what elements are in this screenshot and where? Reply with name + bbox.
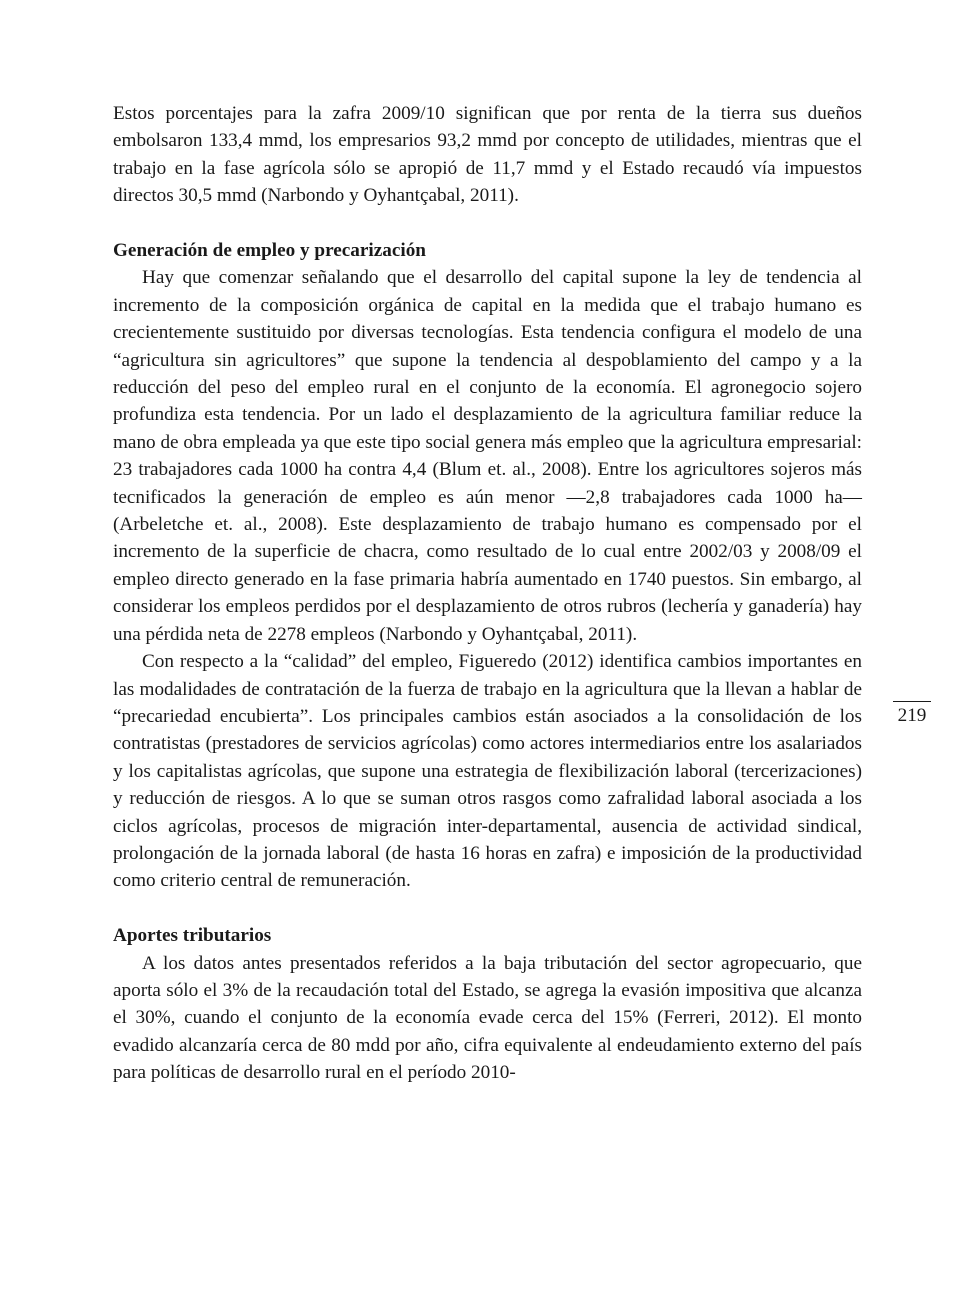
page-number-rule	[893, 701, 931, 702]
section-gap	[113, 210, 862, 237]
tributarios-paragraph-1: A los datos antes presentados referidos a la baja tributación del sector agropecuario, que aporta sólo el 3% de la recaudación total del Estado, se agrega la evasión impositiva que alcanza el 30%, cuando el conjunto de la economía evade cerca del 15% (Ferreri, 2012). El monto evadido alcanzaría cerca de 80 mdd por año, cifra equivalente al endeudamiento externo del país para políticas de desarrollo rural en el período 2010-	[113, 952, 862, 1084]
section-gap	[113, 895, 862, 922]
empleo-paragraph-2: Con respecto a la “calidad” del empleo, Figueredo (2012) identifica cambios importantes en las modalidades de contratación de la fuerza de trabajo en la agricultura que la llevan a hablar de “precariedad encubierta”. Los principales cambios están asociados a la consolidación de los contratistas (prestadores de servicios agrícolas) como actores intermediarios entre los asalariados y los capitalistas agrícolas, que supone una estrategia de flexibilización laboral (tercerizaciones) y reducción de riesgos. A lo que se suman otros rasgos como zafralidad laboral asociada a los ciclos agrícolas, procesos de migración inter-departamental, ausencia de actividad sindical, prolongación de la jornada laboral (de hasta 16 horas en zafra) e imposición de la productividad como criterio central de remuneración.	[113, 651, 862, 892]
section-heading-tributarios: Aportes tributarios	[113, 925, 272, 947]
page-number: 219	[897, 705, 927, 726]
intro-paragraph: Estos porcentajes para la zafra 2009/10 significan que por renta de la tierra sus dueños embolsaron 133,4 mmd, los empresarios 93,2 mmd por concepto de utilidades, mientras que el trabajo en la fase agrícola sólo se apropió de 11,7 mmd y el Estado recaudó vía impuestos directos 30,5 mmd (Narbondo y Oyhantçabal, 2011).	[113, 103, 862, 207]
section-heading-empleo: Generación de empleo y precarización	[113, 240, 426, 262]
page-number-block	[893, 701, 931, 727]
page-body	[113, 100, 862, 1087]
empleo-paragraph-1: Hay que comenzar señalando que el desarrollo del capital supone la ley de tendencia al incremento de la composición orgánica de capital en la medida que el trabajo humano es crecientemente sustituido por diversas tecnologías. Esta tendencia configura el modelo de una “agricultura sin agricultores” que supone la tendencia al despoblamiento del campo y a la reducción del peso del empleo rural en el conjunto de la economía. El agronegocio sojero profundiza esta tendencia. Por un lado el desplazamiento de la agricultura familiar reduce la mano de obra empleada ya que este tipo social genera más empleo que la agricultura empresarial: 23 trabajadores cada 1000 ha contra 4,4 (Blum et. al., 2008). Entre los agricultores sojeros más tecnificados la generación de empleo es aún menor —2,8 trabajadores cada 1000 ha— (Arbeletche et. al., 2008). Este desplazamiento de trabajo humano es compensado por el incremento de la superficie de chacra, como resultado de lo cual entre 2002/03 y 2008/09 el empleo directo generado en la fase primaria habría aumentado en 1740 puestos. Sin embargo, al considerar los empleos perdidos por el desplazamiento de otros rubros (lechería y ganadería) hay una pérdida neta de 2278 empleos (Narbondo y Oyhantçabal, 2011).	[113, 267, 862, 645]
